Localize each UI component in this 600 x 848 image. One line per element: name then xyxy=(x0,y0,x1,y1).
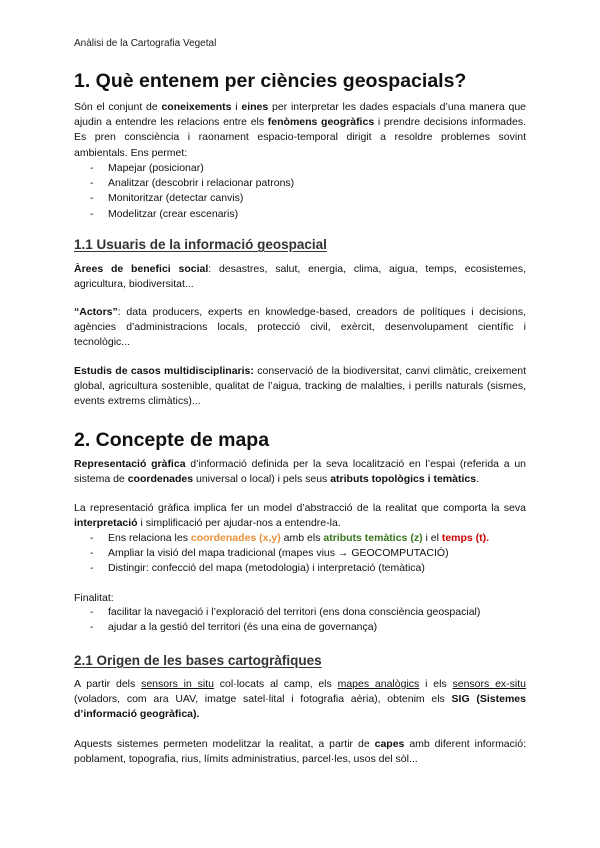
list-item: - Mapejar (posicionar) xyxy=(74,161,526,176)
section-1-1-heading: 1.1 Usuaris de la informació geospacial xyxy=(74,237,327,252)
map-definition-paragraph: Representació gràfica d’informació definida per la seva localització en l’espai (referida a un sistema de coordenades universal o local) i pels seus atributs topològics i temàtics. xyxy=(74,458,526,486)
list-item: - Monitoritzar (detectar canvis) xyxy=(74,191,526,206)
case-studies-paragraph: Estudis de casos multidisciplinaris: conservació de la biodiversitat, canvi climàtic, creixement global, agricultura sostenible, qualitat de l’aigua, tracking de malalties, i perills naturals (sismes, events extrems climàtics)... xyxy=(74,365,526,408)
list-item: - ajudar a la gestió del territori (és una eina de governança) xyxy=(74,620,526,635)
map-abstraction-paragraph: La representació gràfica implica fer un model d’abstracció de la realitat que comporta la seva interpretació i simplificació per ajudar-nos a entendre-la. xyxy=(74,502,526,530)
section-2-1-heading: 2.1 Origen de les bases cartogràfiques xyxy=(74,653,322,668)
running-header: Anàlisi de la Cartografia Vegetal xyxy=(74,38,217,49)
section-1-paragraph: Són el conjunt de coneixements i eines per interpretar les dades espacials d’una manera que ajudin a entendre les relacions entre els fenòmens geogràfics i prendre decisions informades. Es pren consciència i raonament espacio-temporal dirigit a resoldre problemes sovint ambientals. Ens permet: xyxy=(74,101,527,159)
list-item: - Analitzar (descobrir i relacionar patrons) xyxy=(74,176,526,191)
gis-layers-paragraph: Aquests sistemes permeten modelitzar la realitat, a partir de capes amb diferent informació: poblament, topografia, rius, límits administratius, parcel·les, usos del sòl... xyxy=(74,738,526,766)
list-item: - Ens relaciona les coordenades (x,y) amb els atributs temàtics (z) i el temps (t). xyxy=(74,531,526,546)
cartographic-origin-paragraph: A partir dels sensors in situ col·locats al camp, els mapes analògics i els sensors ex-situ (voladors, com ara UAV, imatge satel·lital i fotografia aèria), obtenim els SIG (Sistemes d’informació geogràfica). xyxy=(74,678,526,721)
actors-paragraph: “Actors”: data producers, experts en knowledge-based, creadors de polítiques i decisions, agències d’administracions locals, protecció civil, exèrcit, desenvolupament científic i tecnològic... xyxy=(74,306,526,349)
section-1-bullet-list xyxy=(74,161,526,222)
finalitat-label: Finalitat: xyxy=(74,592,114,604)
social-benefit-paragraph: Àrees de benefici social: desastres, salut, energia, clima, aigua, temps, ecosistemes, agricultura, biodiversitat... xyxy=(74,263,526,291)
section-1-heading: 1. Què entenem per ciències geospacials? xyxy=(74,70,467,92)
finalitat-bullet-list xyxy=(74,605,526,635)
list-item: - Ampliar la visió del mapa tradicional (mapes vius → GEOCOMPUTACIÓ) xyxy=(74,546,526,561)
section-2-bullet-list xyxy=(74,531,526,577)
section-2-heading: 2. Concepte de mapa xyxy=(74,429,270,451)
list-item: - Distingir: confecció del mapa (metodologia) i interpretació (temàtica) xyxy=(74,561,526,576)
list-item: - Modelitzar (crear escenaris) xyxy=(74,207,526,222)
list-item: - facilitar la navegació i l’exploració del territori (ens dona consciència geospacial) xyxy=(74,605,526,620)
